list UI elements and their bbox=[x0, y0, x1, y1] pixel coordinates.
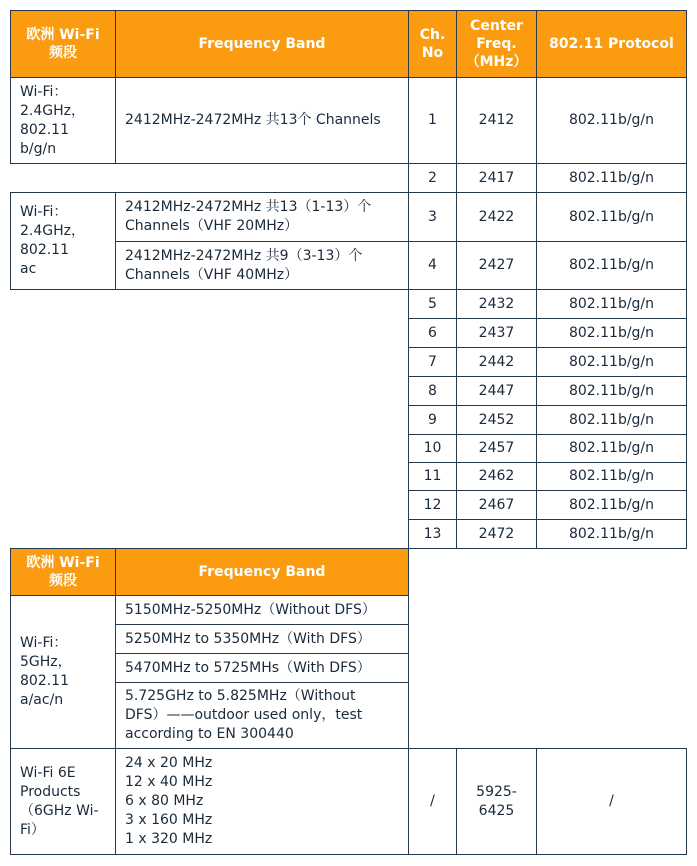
header-region: 欧洲 Wi-Fi 频段 bbox=[10, 548, 116, 596]
channel-number: 2 bbox=[408, 163, 457, 193]
center-frequency: 2412 bbox=[456, 77, 537, 164]
band-6ghz-channel-widths: 24 x 20 MHz 12 x 40 MHz 6 x 80 MHz 3 x 160 MHz 1 x 320 MHz bbox=[115, 748, 409, 855]
center-frequency: 2472 bbox=[456, 519, 537, 549]
center-frequency: 2462 bbox=[456, 462, 537, 491]
protocol: 802.11b/g/n bbox=[536, 405, 687, 435]
header-frequency-band: Frequency Band bbox=[115, 548, 409, 596]
band-5ghz: 5470MHz to 5725MHs（With DFS） bbox=[115, 653, 409, 683]
band-24ghz-13-channels: 2412MHz-2472MHz 共13个 Channels bbox=[115, 77, 409, 164]
center-frequency: 2422 bbox=[456, 192, 537, 242]
channel-number: / bbox=[408, 748, 457, 855]
protocol: 802.11b/g/n bbox=[536, 77, 687, 164]
band-24ghz-vhf40: 2412MHz-2472MHz 共9（3-13）个 Channels（VHF 40MHz） bbox=[115, 241, 409, 290]
center-frequency: 2427 bbox=[456, 241, 537, 290]
group-label-wifi-6e: Wi-Fi 6E Products （6GHz Wi- Fi） bbox=[10, 748, 116, 855]
channel-number: 10 bbox=[408, 434, 457, 463]
protocol: 802.11b/g/n bbox=[536, 347, 687, 377]
channel-number: 13 bbox=[408, 519, 457, 549]
header-center-freq: Center Freq. （MHz） bbox=[456, 10, 537, 78]
channel-number: 9 bbox=[408, 405, 457, 435]
band-5ghz: 5150MHz-5250MHz（Without DFS） bbox=[115, 595, 409, 625]
center-frequency: 2432 bbox=[456, 289, 537, 319]
center-frequency: 2437 bbox=[456, 318, 537, 348]
protocol: 802.11b/g/n bbox=[536, 462, 687, 491]
channel-number: 12 bbox=[408, 490, 457, 520]
protocol: 802.11b/g/n bbox=[536, 192, 687, 242]
protocol: 802.11b/g/n bbox=[536, 490, 687, 520]
protocol: 802.11b/g/n bbox=[536, 163, 687, 193]
channel-number: 1 bbox=[408, 77, 457, 164]
channel-number: 6 bbox=[408, 318, 457, 348]
center-frequency: 2452 bbox=[456, 405, 537, 435]
band-5ghz-outdoor: 5.725GHz to 5.825MHz（Without DFS）——outdoor used only，test according to EN 300440 bbox=[115, 682, 409, 749]
protocol: / bbox=[536, 748, 687, 855]
protocol: 802.11b/g/n bbox=[536, 519, 687, 549]
group-label-24ghz-bgn: Wi-Fi： 2.4GHz， 802.11 b/g/n bbox=[10, 77, 116, 164]
group-label-5ghz: Wi-Fi： 5GHz， 802.11 a/ac/n bbox=[10, 595, 116, 749]
channel-number: 11 bbox=[408, 462, 457, 491]
center-frequency: 2417 bbox=[456, 163, 537, 193]
header-channel-no: Ch. No bbox=[408, 10, 457, 78]
band-24ghz-vhf20: 2412MHz-2472MHz 共13（1-13）个 Channels（VHF 20MHz） bbox=[115, 192, 409, 242]
channel-number: 4 bbox=[408, 241, 457, 290]
header-frequency-band: Frequency Band bbox=[115, 10, 409, 78]
protocol: 802.11b/g/n bbox=[536, 241, 687, 290]
center-frequency: 5925- 6425 bbox=[456, 748, 537, 855]
protocol: 802.11b/g/n bbox=[536, 434, 687, 463]
center-frequency: 2447 bbox=[456, 376, 537, 406]
group-label-24ghz-ac: Wi-Fi： 2.4GHz， 802.11 ac bbox=[10, 192, 116, 290]
center-frequency: 2457 bbox=[456, 434, 537, 463]
channel-number: 7 bbox=[408, 347, 457, 377]
center-frequency: 2467 bbox=[456, 490, 537, 520]
protocol: 802.11b/g/n bbox=[536, 318, 687, 348]
channel-number: 8 bbox=[408, 376, 457, 406]
protocol: 802.11b/g/n bbox=[536, 376, 687, 406]
band-5ghz: 5250MHz to 5350MHz（With DFS） bbox=[115, 624, 409, 654]
channel-number: 5 bbox=[408, 289, 457, 319]
center-frequency: 2442 bbox=[456, 347, 537, 377]
protocol: 802.11b/g/n bbox=[536, 289, 687, 319]
header-region: 欧洲 Wi-Fi 频段 bbox=[10, 10, 116, 78]
header-protocol: 802.11 Protocol bbox=[536, 10, 687, 78]
channel-number: 3 bbox=[408, 192, 457, 242]
